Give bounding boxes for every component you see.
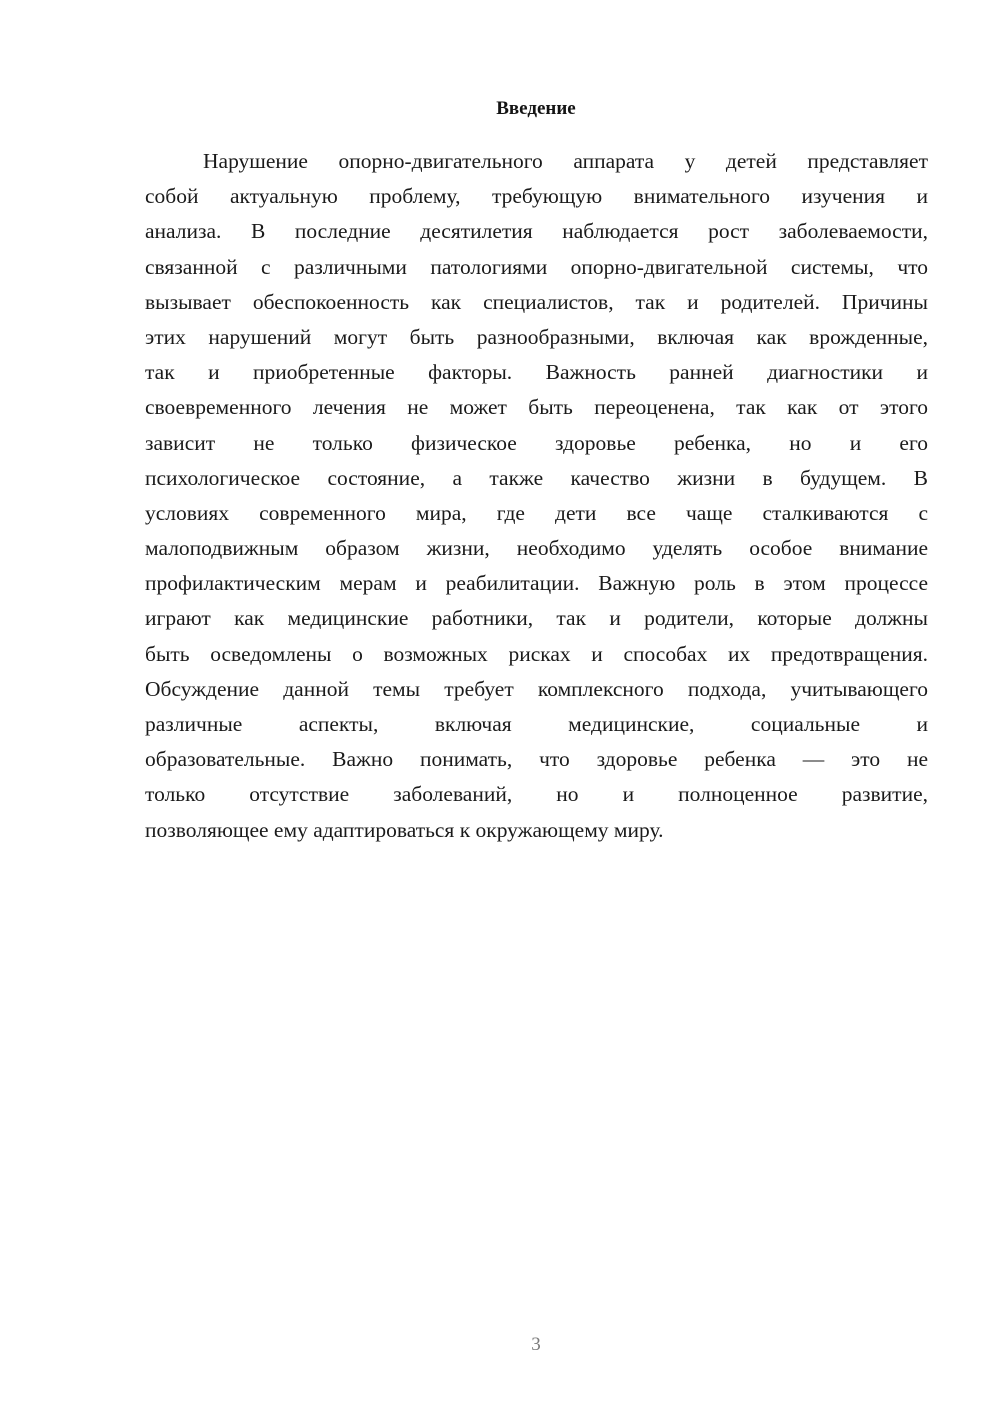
paragraph-line: анализа. В последние десятилетия наблюдается рост заболеваемости, [145, 219, 928, 244]
paragraph-line: психологическое состояние, а также качество жизни в будущем. В [145, 465, 928, 490]
paragraph-line: Нарушение опорно-двигательного аппарата у детей представляет [203, 149, 928, 173]
paragraph-line: условиях современного мира, где дети все чаще сталкиваются с [145, 500, 928, 525]
paragraph-line: зависит не только физическое здоровье ребенка, но и его [145, 430, 928, 455]
introduction-paragraph [145, 144, 928, 848]
paragraph-line: этих нарушений могут быть разнообразными, включая как врожденные, [145, 324, 928, 349]
paragraph-line: играют как медицинские работники, так и родители, которые должны [145, 606, 928, 631]
paragraph-line: малоподвижным образом жизни, необходимо уделять особое внимание [145, 536, 928, 561]
paragraph-line: различные аспекты, включая медицинские, социальные и [145, 712, 928, 736]
page-number: 3 [531, 1334, 541, 1355]
paragraph-line: своевременного лечения не может быть переоценена, так как от этого [145, 395, 928, 420]
paragraph-line: только отсутствие заболеваний, но и полноценное развитие, [145, 782, 928, 807]
paragraph-line: собой актуальную проблему, требующую внимательного изучения и [145, 184, 928, 209]
paragraph-line: вызывает обеспокоенность как специалистов, так и родителей. Причины [145, 289, 928, 314]
paragraph-line: профилактическим мерам и реабилитации. Важную роль в этом процессе [145, 571, 928, 596]
section-heading: Введение [496, 98, 576, 119]
paragraph-line: позволяющее ему адаптироваться к окружающему миру. [145, 817, 664, 842]
paragraph-line: образовательные. Важно понимать, что здоровье ребенка — это не [145, 747, 928, 772]
paragraph-line: связанной с различными патологиями опорно-двигательной системы, что [145, 254, 928, 279]
paragraph-line: Обсуждение данной темы требует комплексного подхода, учитывающего [145, 676, 928, 701]
paragraph-line: быть осведомлены о возможных рисках и способах их предотвращения. [145, 641, 928, 666]
paragraph-line: так и приобретенные факторы. Важность ранней диагностики и [145, 360, 928, 385]
